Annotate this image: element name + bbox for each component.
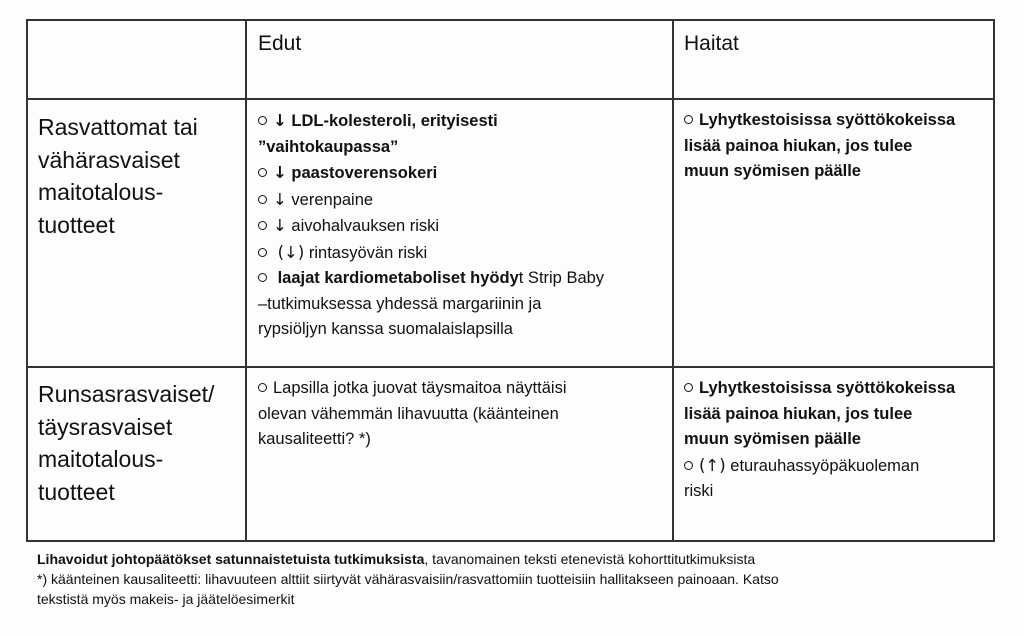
row-label-line: Rasvattomat tai [38,114,198,140]
bullet-icon [684,383,693,392]
item-text-bold: laajat kardiometaboliset hyödy [277,269,519,287]
list-item-continuation: rypsiöljyn kanssa suomalaislapsilla [258,320,513,338]
item-text: Lyhytkestoisissa syöttökokeissa [699,379,956,397]
item-text: eturauhassyöpäkuoleman [730,456,920,475]
header-cell-empty [28,21,245,98]
row-label-low-fat [38,111,198,241]
bullet-icon [258,116,267,125]
row-divider [28,98,993,100]
header-benefits: Edut [258,32,302,55]
item-text: aivohalvauksen riski [291,217,440,235]
row-label-line: täysrasvaiset [38,413,173,440]
list-item [258,187,668,214]
item-text: paastoverensokeri [291,164,438,182]
footnote-line: *) käänteinen kausaliteetti: lihavuuteen alttiit siirtyvät vähärasvaisiin/rasvattomiin tuotteisiin hallitakseen painoaan. Katso [37,571,779,587]
footnote-text: , tavanomainen teksti etenevistä kohorttitutkimuksista [424,551,756,567]
list-item-continuation: kausaliteetti? *) [258,430,371,448]
list-item-continuation: olevan vähemmän lihavuutta (käänteinen [258,404,559,423]
item-text: Lapsilla jotka juovat täysmaitoa näyttäisi [273,379,567,397]
bullet-icon [258,273,267,282]
arrow-down-icon: ↓ [273,163,287,182]
item-text: rintasyövän riski [308,243,428,262]
item-text: t Strip Baby [518,269,605,287]
bullet-icon [258,221,267,230]
list-item [684,376,994,402]
list-item [258,266,668,292]
benefits-low-fat [258,108,668,343]
row-label-full-fat [38,378,214,508]
list-item-continuation: lisää painoa hiukan, jos tulee [684,136,913,155]
list-item-continuation: ”vaihtokaupassa” [258,137,399,156]
harms-full-fat [684,376,994,505]
list-item-continuation: muun syömisen päälle [684,162,861,180]
list-item [258,108,668,135]
bullet-icon [258,248,267,257]
row-label-line: maitotalous- [38,446,164,472]
row-label-line: tuotteet [38,211,115,238]
bullet-icon [684,461,693,470]
benefits-full-fat [258,376,668,453]
bullet-icon [258,168,267,177]
item-text: LDL-kolesteroli, erityisesti [291,112,498,130]
row-divider [28,366,993,368]
list-item [684,108,994,134]
row-label-line: tuotteet [38,478,115,505]
comparison-table [26,19,995,542]
list-item [258,376,668,402]
bullet-icon [684,115,693,124]
item-text: Lyhytkestoisissa syöttökokeissa [699,111,956,129]
bullet-icon [258,195,267,204]
footnote-line [37,549,977,569]
footnote [37,549,977,609]
list-item [684,453,994,480]
arrow-up-icon: (↑) [699,455,726,475]
row-label-line: maitotalous- [38,179,164,205]
arrow-down-icon: ↓ [273,216,287,235]
arrow-down-icon: ↓ [273,189,287,209]
header-harms: Haitat [684,32,739,55]
harms-low-fat [684,108,994,185]
list-item-continuation: muun syömisen päälle [684,430,861,448]
list-item [258,240,668,267]
row-label-line: vähärasvaiset [38,146,180,173]
arrow-down-icon: (↓) [277,242,305,262]
bullet-icon [258,383,267,392]
row-label-line: Runsasrasvaiset/ [38,381,215,407]
list-item-continuation: riski [684,482,714,500]
item-text: verenpaine [291,190,374,209]
list-item-continuation: –tutkimuksessa yhdessä margariinin ja [258,294,542,313]
list-item-continuation: lisää painoa hiukan, jos tulee [684,404,913,423]
list-item [258,213,668,240]
footnote-bold: Lihavoidut johtopäätökset satunnaistetuista tutkimuksista [37,551,425,567]
footnote-line: tekstistä myös makeis- ja jäätelöesimerkit [37,591,295,607]
arrow-down-icon: ↓ [273,111,287,130]
list-item [258,160,668,187]
